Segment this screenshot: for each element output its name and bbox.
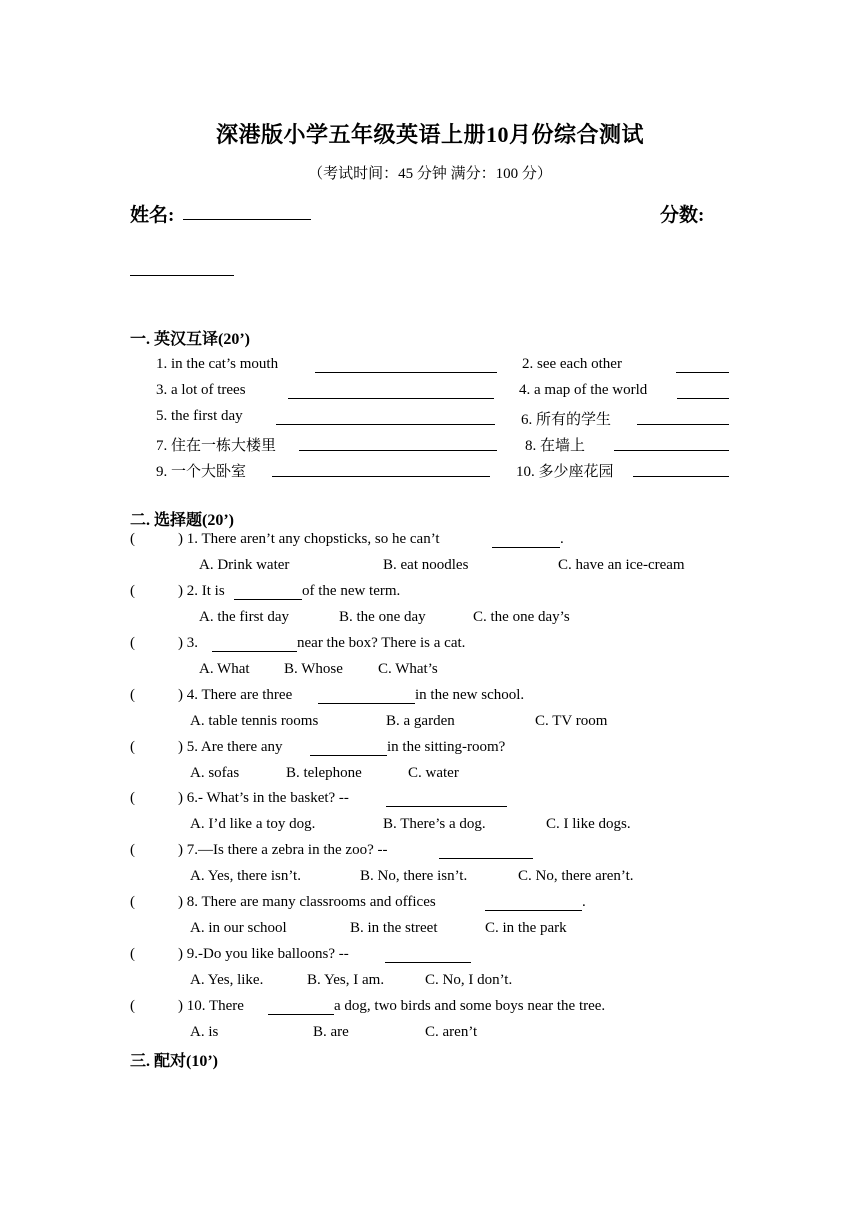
answer-blank-5[interactable] bbox=[276, 410, 495, 425]
answer-blank-10[interactable] bbox=[633, 462, 729, 477]
question-7-option-a[interactable]: A. Yes, there isn’t. bbox=[190, 868, 301, 884]
question-4-option-b[interactable]: B. a garden bbox=[386, 713, 455, 729]
question-5-text-end: in the sitting-room? bbox=[387, 739, 506, 755]
question-6-text: ) 6.- What’s in the basket? -- bbox=[178, 790, 349, 806]
question-8-text: ) 8. There are many classrooms and offices bbox=[178, 894, 436, 910]
question-8-text-end: . bbox=[582, 894, 586, 910]
translation-item-10: 10. 多少座花园 bbox=[516, 464, 614, 480]
page-title: 深港版小学五年级英语上册10月份综合测试 bbox=[215, 122, 644, 147]
translation-item-7: 7. 住在一栋大楼里 bbox=[156, 438, 277, 454]
question-1-text: ) 1. There aren’t any chopsticks, so he can’t bbox=[178, 531, 440, 547]
section1-heading: 一. 英汉互译(20’) bbox=[130, 331, 250, 348]
answer-paren-9[interactable]: ( bbox=[130, 946, 135, 962]
answer-paren-6[interactable]: ( bbox=[130, 790, 135, 806]
question-2-text-end: of the new term. bbox=[302, 583, 401, 599]
question-8-option-b[interactable]: B. in the street bbox=[350, 920, 438, 936]
translation-item-4: 4. a map of the world bbox=[519, 382, 648, 398]
question-3-option-a[interactable]: A. What bbox=[199, 661, 250, 677]
question-8-option-c[interactable]: C. in the park bbox=[485, 920, 567, 936]
answer-paren-7[interactable]: ( bbox=[130, 842, 135, 858]
answer-paren-3[interactable]: ( bbox=[130, 635, 135, 651]
question-10-option-b[interactable]: B. are bbox=[313, 1024, 349, 1040]
answer-paren-4[interactable]: ( bbox=[130, 687, 135, 703]
question-4-option-c[interactable]: C. TV room bbox=[535, 713, 608, 729]
translation-item-6: 6. 所有的学生 bbox=[521, 412, 612, 428]
question-2-option-b[interactable]: B. the one day bbox=[339, 609, 426, 625]
translation-item-9: 9. 一个大卧室 bbox=[156, 464, 247, 480]
question-2-text: ) 2. It is bbox=[178, 583, 225, 599]
translation-item-3: 3. a lot of trees bbox=[156, 382, 246, 398]
question-6-option-a[interactable]: A. I’d like a toy dog. bbox=[190, 816, 316, 832]
answer-blank-7[interactable] bbox=[299, 436, 497, 451]
question-9-option-a[interactable]: A. Yes, like. bbox=[190, 972, 264, 988]
question-2-blank[interactable] bbox=[234, 585, 302, 600]
translation-item-8: 8. 在墙上 bbox=[525, 438, 586, 454]
translation-item-1: 1. in the cat’s mouth bbox=[156, 356, 279, 372]
question-4-blank[interactable] bbox=[318, 689, 415, 704]
question-5-option-a[interactable]: A. sofas bbox=[190, 765, 240, 781]
score-label: 分数: bbox=[660, 205, 705, 226]
question-4-option-a[interactable]: A. table tennis rooms bbox=[190, 713, 319, 729]
question-5-option-b[interactable]: B. telephone bbox=[286, 765, 362, 781]
question-9-option-b[interactable]: B. Yes, I am. bbox=[307, 972, 385, 988]
question-9-text: ) 9.-Do you like balloons? -- bbox=[178, 946, 349, 962]
question-10-text-end: a dog, two birds and some boys near the tree. bbox=[334, 998, 606, 1014]
question-3-text-end: near the box? There is a cat. bbox=[297, 635, 466, 651]
question-1-blank[interactable] bbox=[492, 533, 560, 548]
question-4-text: ) 4. There are three bbox=[178, 687, 293, 703]
question-8-option-a[interactable]: A. in our school bbox=[190, 920, 287, 936]
question-5-blank[interactable] bbox=[310, 741, 387, 756]
score-blank[interactable] bbox=[130, 261, 234, 276]
question-7-text: ) 7.—Is there a zebra in the zoo? -- bbox=[178, 842, 388, 858]
section3-heading: 三. 配对(10’) bbox=[130, 1053, 218, 1070]
question-7-option-c[interactable]: C. No, there aren’t. bbox=[518, 868, 634, 884]
exam-info: （考试时间：45 分钟 满分：100 分） bbox=[308, 166, 552, 182]
name-blank[interactable] bbox=[183, 204, 311, 220]
question-9-blank[interactable] bbox=[385, 948, 471, 963]
question-2-option-a[interactable]: A. the first day bbox=[199, 609, 289, 625]
name-label: 姓名: bbox=[130, 205, 175, 226]
answer-blank-4[interactable] bbox=[677, 384, 729, 399]
answer-blank-6[interactable] bbox=[637, 410, 729, 425]
question-8-blank[interactable] bbox=[485, 896, 582, 911]
answer-paren-8[interactable]: ( bbox=[130, 894, 135, 910]
answer-blank-9[interactable] bbox=[272, 462, 490, 477]
question-4-text-end: in the new school. bbox=[415, 687, 525, 703]
question-1-option-c[interactable]: C. have an ice-cream bbox=[558, 557, 685, 573]
question-10-option-a[interactable]: A. is bbox=[190, 1024, 219, 1040]
question-3-option-b[interactable]: B. Whose bbox=[284, 661, 343, 677]
question-3-text: ) 3. bbox=[178, 635, 198, 651]
question-6-blank[interactable] bbox=[386, 792, 507, 807]
translation-item-2: 2. see each other bbox=[522, 356, 622, 372]
answer-blank-3[interactable] bbox=[288, 384, 494, 399]
question-10-option-c[interactable]: C. aren’t bbox=[425, 1024, 478, 1040]
question-5-text: ) 5. Are there any bbox=[178, 739, 283, 755]
answer-paren-10[interactable]: ( bbox=[130, 998, 135, 1014]
answer-blank-2[interactable] bbox=[676, 358, 729, 373]
question-7-option-b[interactable]: B. No, there isn’t. bbox=[360, 868, 468, 884]
question-6-option-b[interactable]: B. There’s a dog. bbox=[383, 816, 486, 832]
question-3-blank[interactable] bbox=[212, 637, 297, 652]
question-6-option-c[interactable]: C. I like dogs. bbox=[546, 816, 631, 832]
question-3-option-c[interactable]: C. What’s bbox=[378, 661, 438, 677]
answer-blank-1[interactable] bbox=[315, 358, 497, 373]
section2-heading: 二. 选择题(20’) bbox=[130, 512, 234, 529]
question-1-text-end: . bbox=[560, 531, 564, 547]
answer-paren-2[interactable]: ( bbox=[130, 583, 135, 599]
question-7-blank[interactable] bbox=[439, 844, 533, 859]
translation-item-5: 5. the first day bbox=[156, 408, 243, 424]
question-2-option-c[interactable]: C. the one day’s bbox=[473, 609, 570, 625]
question-9-option-c[interactable]: C. No, I don’t. bbox=[425, 972, 513, 988]
answer-paren-5[interactable]: ( bbox=[130, 739, 135, 755]
question-1-option-b[interactable]: B. eat noodles bbox=[383, 557, 469, 573]
question-10-text: ) 10. There bbox=[178, 998, 244, 1014]
question-1-option-a[interactable]: A. Drink water bbox=[199, 557, 290, 573]
answer-blank-8[interactable] bbox=[614, 436, 729, 451]
question-10-blank[interactable] bbox=[268, 1000, 334, 1015]
answer-paren-1[interactable]: ( bbox=[130, 531, 135, 547]
question-5-option-c[interactable]: C. water bbox=[408, 765, 459, 781]
